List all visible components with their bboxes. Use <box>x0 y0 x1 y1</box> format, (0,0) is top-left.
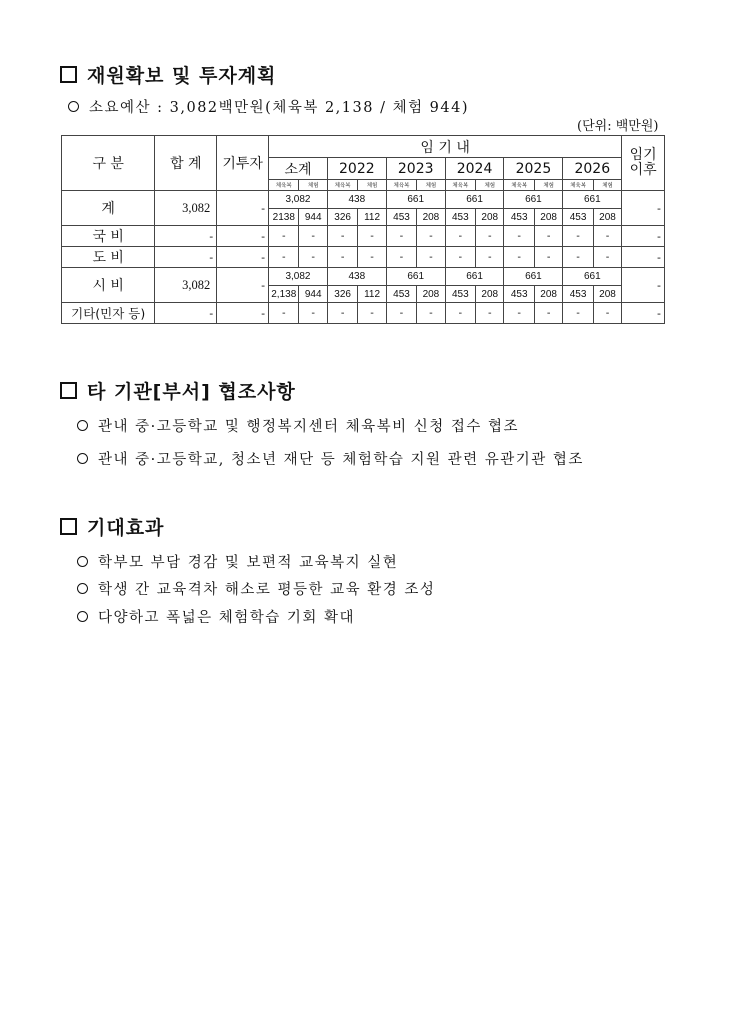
list-item: 학생 간 교육격차 해소로 평등한 교육 환경 조성 <box>77 578 435 599</box>
dash-cell: - <box>476 303 504 324</box>
split-cell: 453 <box>386 286 416 303</box>
split-cell: 453 <box>445 286 475 303</box>
split-cell: 208 <box>534 209 562 226</box>
total-prior: - <box>217 191 269 226</box>
sub-header-uniform: 체육복 <box>504 180 534 191</box>
dash-cell: - <box>358 303 386 324</box>
split-cell: 208 <box>417 286 445 303</box>
checkbox-square-icon <box>60 66 77 83</box>
city-sum: 3,082 <box>155 268 217 303</box>
dash-cell: - <box>534 247 562 268</box>
sub-header-uniform: 체육복 <box>327 180 357 191</box>
header-total: 합 계 <box>155 136 217 191</box>
dash-cell: - <box>327 247 357 268</box>
dash-cell: - <box>504 247 534 268</box>
combined-cell: 438 <box>327 268 386 286</box>
combined-cell: 438 <box>327 191 386 209</box>
split-cell: 453 <box>386 209 416 226</box>
dash-cell: - <box>445 247 475 268</box>
dash-cell: - <box>563 303 593 324</box>
dash-cell: - <box>622 247 665 268</box>
sub-header-experience: 체험 <box>476 180 504 191</box>
row-label-city: 시 비 <box>62 268 155 303</box>
circle-bullet-icon <box>68 101 79 112</box>
split-cell: 326 <box>327 209 357 226</box>
circle-bullet-icon <box>77 556 88 567</box>
dash-cell: - <box>327 226 357 247</box>
city-prior: - <box>217 268 269 303</box>
dash-cell: - <box>269 247 299 268</box>
dash-cell: - <box>155 247 217 268</box>
combined-cell: 661 <box>386 191 445 209</box>
dash-cell: - <box>504 303 534 324</box>
total-sum: 3,082 <box>155 191 217 226</box>
split-cell: 453 <box>563 286 593 303</box>
dash-cell: - <box>269 303 299 324</box>
dash-cell: - <box>593 226 621 247</box>
split-cell: 112 <box>358 286 386 303</box>
dash-cell: - <box>299 303 327 324</box>
table-row <box>62 226 665 247</box>
dash-cell: - <box>622 303 665 324</box>
dash-cell: - <box>534 303 562 324</box>
split-cell: 453 <box>445 209 475 226</box>
split-cell: 453 <box>563 209 593 226</box>
row-label-province: 도 비 <box>62 247 155 268</box>
sub-header-uniform: 체육복 <box>563 180 593 191</box>
split-cell: 208 <box>476 286 504 303</box>
sub-header-uniform: 체육복 <box>445 180 475 191</box>
header-year: 2025 <box>504 158 563 180</box>
dash-cell: - <box>299 226 327 247</box>
section-title-effects: 기대효과 <box>60 513 164 540</box>
sub-header-uniform: 체육복 <box>269 180 299 191</box>
combined-cell: 661 <box>563 268 622 286</box>
dash-cell: - <box>417 247 445 268</box>
split-cell: 112 <box>358 209 386 226</box>
header-year: 2022 <box>327 158 386 180</box>
table-row <box>62 247 665 268</box>
combined-cell: 3,082 <box>269 191 328 209</box>
split-cell: 944 <box>299 286 327 303</box>
dash-cell: - <box>417 226 445 247</box>
sub-header-uniform: 체육복 <box>386 180 416 191</box>
split-cell: 208 <box>593 209 621 226</box>
list-item: 관내 중·고등학교, 청소년 재단 등 체험학습 지원 관련 유관기관 협조 <box>77 448 584 469</box>
dash-cell: - <box>358 247 386 268</box>
total-after: - <box>622 191 665 226</box>
dash-cell: - <box>504 226 534 247</box>
header-prior-investment: 기투자 <box>217 136 269 191</box>
circle-bullet-icon <box>77 611 88 622</box>
checkbox-square-icon <box>60 382 77 399</box>
unit-label: (단위: 백만원) <box>577 119 659 134</box>
list-item: 학부모 부담 경감 및 보편적 교육복지 실현 <box>77 551 398 572</box>
dash-cell: - <box>327 303 357 324</box>
header-year: 2023 <box>386 158 445 180</box>
budget-note: 소요예산 : 3,082백만원(체육복 2,138 / 체험 944) <box>68 96 469 117</box>
list-item: 관내 중·고등학교 및 행정복지센터 체육복비 신청 접수 협조 <box>77 415 519 436</box>
split-cell: 208 <box>476 209 504 226</box>
dash-cell: - <box>155 226 217 247</box>
combined-cell: 661 <box>504 268 563 286</box>
split-cell: 208 <box>417 209 445 226</box>
dash-cell: - <box>386 247 416 268</box>
dash-cell: - <box>622 226 665 247</box>
dash-cell: - <box>299 247 327 268</box>
sub-header-experience: 체험 <box>534 180 562 191</box>
combined-cell: 661 <box>386 268 445 286</box>
dash-cell: - <box>563 247 593 268</box>
dash-cell: - <box>217 226 269 247</box>
section-title-funding: 재원확보 및 투자계획 <box>60 61 276 88</box>
table-row <box>62 303 665 324</box>
circle-bullet-icon <box>77 583 88 594</box>
dash-cell: - <box>445 303 475 324</box>
dash-cell: - <box>593 247 621 268</box>
city-after: - <box>622 268 665 303</box>
dash-cell: - <box>476 247 504 268</box>
split-cell: 2,138 <box>269 286 299 303</box>
sub-header-experience: 체험 <box>358 180 386 191</box>
dash-cell: - <box>155 303 217 324</box>
sub-header-experience: 체험 <box>417 180 445 191</box>
header-year: 2026 <box>563 158 622 180</box>
header-year: 2024 <box>445 158 504 180</box>
dash-cell: - <box>445 226 475 247</box>
header-subtotal: 소계 <box>269 158 328 180</box>
dash-cell: - <box>534 226 562 247</box>
sub-header-experience: 체험 <box>299 180 327 191</box>
dash-cell: - <box>358 226 386 247</box>
circle-bullet-icon <box>77 453 88 464</box>
budget-table <box>61 135 665 324</box>
circle-bullet-icon <box>77 420 88 431</box>
dash-cell: - <box>217 303 269 324</box>
split-cell: 326 <box>327 286 357 303</box>
header-term: 임 기 내 <box>269 136 622 158</box>
list-item: 다양하고 폭넓은 체험학습 기회 확대 <box>77 606 355 627</box>
dash-cell: - <box>476 226 504 247</box>
dash-cell: - <box>593 303 621 324</box>
combined-cell: 661 <box>563 191 622 209</box>
dash-cell: - <box>217 247 269 268</box>
split-cell: 944 <box>299 209 327 226</box>
dash-cell: - <box>417 303 445 324</box>
dash-cell: - <box>269 226 299 247</box>
row-label-total: 계 <box>62 191 155 226</box>
split-cell: 453 <box>504 209 534 226</box>
section-title-cooperation: 타 기관[부서] 협조사항 <box>60 377 296 404</box>
row-label-other: 기타(민자 등) <box>62 303 155 324</box>
combined-cell: 661 <box>445 268 504 286</box>
split-cell: 453 <box>504 286 534 303</box>
sub-header-experience: 체험 <box>593 180 621 191</box>
combined-cell: 661 <box>445 191 504 209</box>
header-after-term: 임기 이후 <box>622 136 665 191</box>
split-cell: 208 <box>534 286 562 303</box>
split-cell: 2138 <box>269 209 299 226</box>
combined-cell: 661 <box>504 191 563 209</box>
combined-cell: 3,082 <box>269 268 328 286</box>
header-category: 구 분 <box>62 136 155 191</box>
split-cell: 208 <box>593 286 621 303</box>
row-label-national: 국 비 <box>62 226 155 247</box>
dash-cell: - <box>386 226 416 247</box>
dash-cell: - <box>563 226 593 247</box>
checkbox-square-icon <box>60 518 77 535</box>
dash-cell: - <box>386 303 416 324</box>
